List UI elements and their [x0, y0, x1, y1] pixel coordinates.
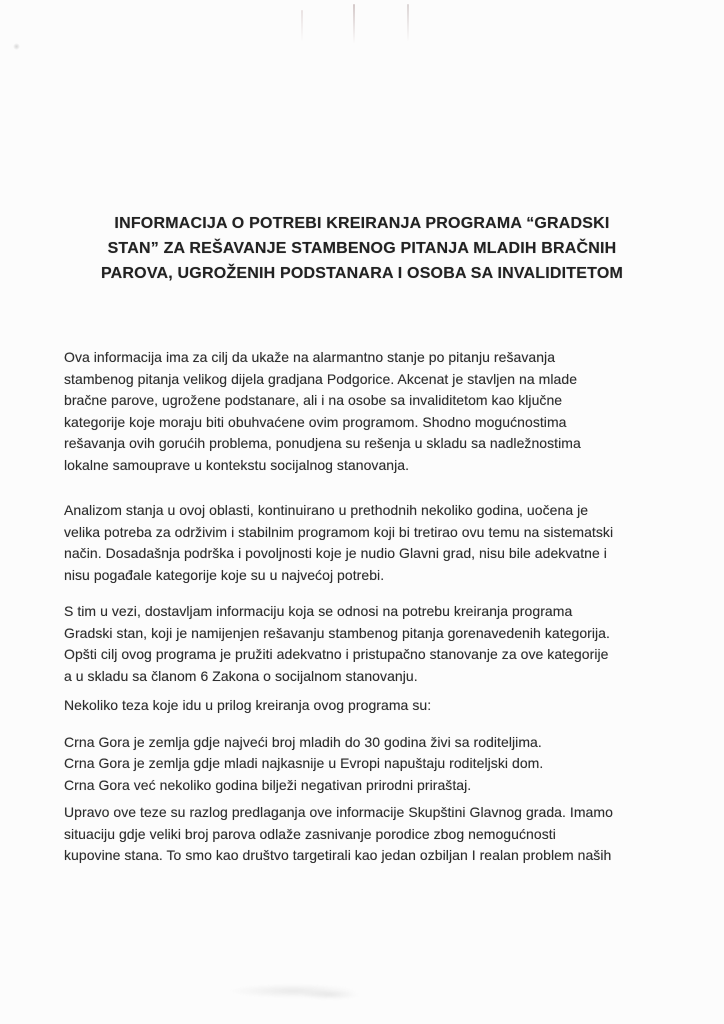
paragraph-conclusion [64, 802, 684, 867]
body-line: velika potreba za održivim i stabilnim programom koji bi tretirao ovu temu na sistematski [64, 523, 614, 540]
body-line: Opšti cilj ovog programa je pružiti adekvatno i pristupačno stanovanje za ove kategorije [64, 646, 609, 662]
paragraph-theses-intro [64, 695, 684, 717]
body-line: Analizom stanja u ovoj oblasti, kontinuirano u prethodnih nekoliko godina, uočena je [64, 502, 589, 518]
body-line: nisu pogađale kategorije koje su u najvećoj potrebi. [64, 566, 385, 583]
paragraph-intro [64, 347, 684, 476]
body-line: Upravo ove teze su razlog predlaganja ove informacije Skupštini Glavnog grada. Imamo [64, 804, 613, 820]
scan-artifact-smudge [228, 984, 358, 998]
body-line: stambenog pitanja velikog dijela gradjana Podgorice. Akcenat je stavljen na mlade [64, 370, 578, 387]
paragraph-program-goal [64, 601, 684, 687]
body-line: Nekoliko teza koje idu u prilog kreiranja ovog programa su: [64, 697, 432, 713]
body-line: Crna Gora je zemlja gdje mladi najkasnije u Evropi napuštaju roditeljski dom. [64, 755, 544, 771]
body-line: rešavanja ovih gorućih problema, ponudjena su rešenja u skladu sa nadležnostima [64, 435, 581, 451]
body-line: a u skladu sa članom 6 Zakona o socijalnom stanovanju. [64, 667, 418, 684]
document-body [64, 347, 684, 867]
paragraph-theses-list [64, 732, 684, 797]
body-line: Crna Gora je zemlja gdje najveći broj mladih do 30 godina živi sa roditeljima. [64, 733, 542, 750]
body-line: Ova informacija ima za cilj da ukaže na alarmantno stanje po pitanju rešavanja [64, 349, 556, 365]
body-line: Crna Gora već nekoliko godina bilježi negativan prirodni priraštaj. [64, 776, 472, 793]
body-line: situaciju gdje veliki broj parova odlaže zasnivanje porodice zbog nemogućnosti [64, 825, 556, 842]
scan-artifact-smudge [300, 990, 360, 1000]
title-line: INFORMACIJA O POTREBI KREIRANJA PROGRAMA “GRADSKI [114, 215, 610, 232]
body-line: način. Dosadašnja podrška i povoljnosti koje je nudio Glavni grad, nisu bile adekvatne i [64, 545, 607, 561]
title-line: STAN” ZA REŠAVANJE STAMBENOG PITANJA MLADIH BRAČNIH [107, 240, 617, 257]
body-line: kupovine stana. To smo kao društvo targetirali kao jedan ozbiljan I realan problem naših [64, 847, 612, 863]
body-line: bračne parove, ugrožene podstanare, ali i na osobe sa invaliditetom kao ključne [64, 392, 563, 408]
body-line: Gradski stan, koji je namijenjen rešavanju stambenog pitanja gorenavedenih kategorija. [64, 624, 610, 641]
document-title [0, 0, 724, 286]
body-line: lokalne samouprave u kontekstu socijalnog stanovanja. [64, 456, 410, 473]
title-line: PAROVA, UGROŽENIH PODSTANARA I OSOBA SA INVALIDITETOM [100, 265, 624, 282]
body-line: S tim u vezi, dostavljam informaciju koja se odnosi na potrebu kreiranja programa [64, 603, 573, 619]
body-line: kategorije koje moraju biti obuhvaćene ovim programom. Shodno mogućnostima [64, 413, 567, 430]
paragraph-analysis [64, 500, 684, 586]
